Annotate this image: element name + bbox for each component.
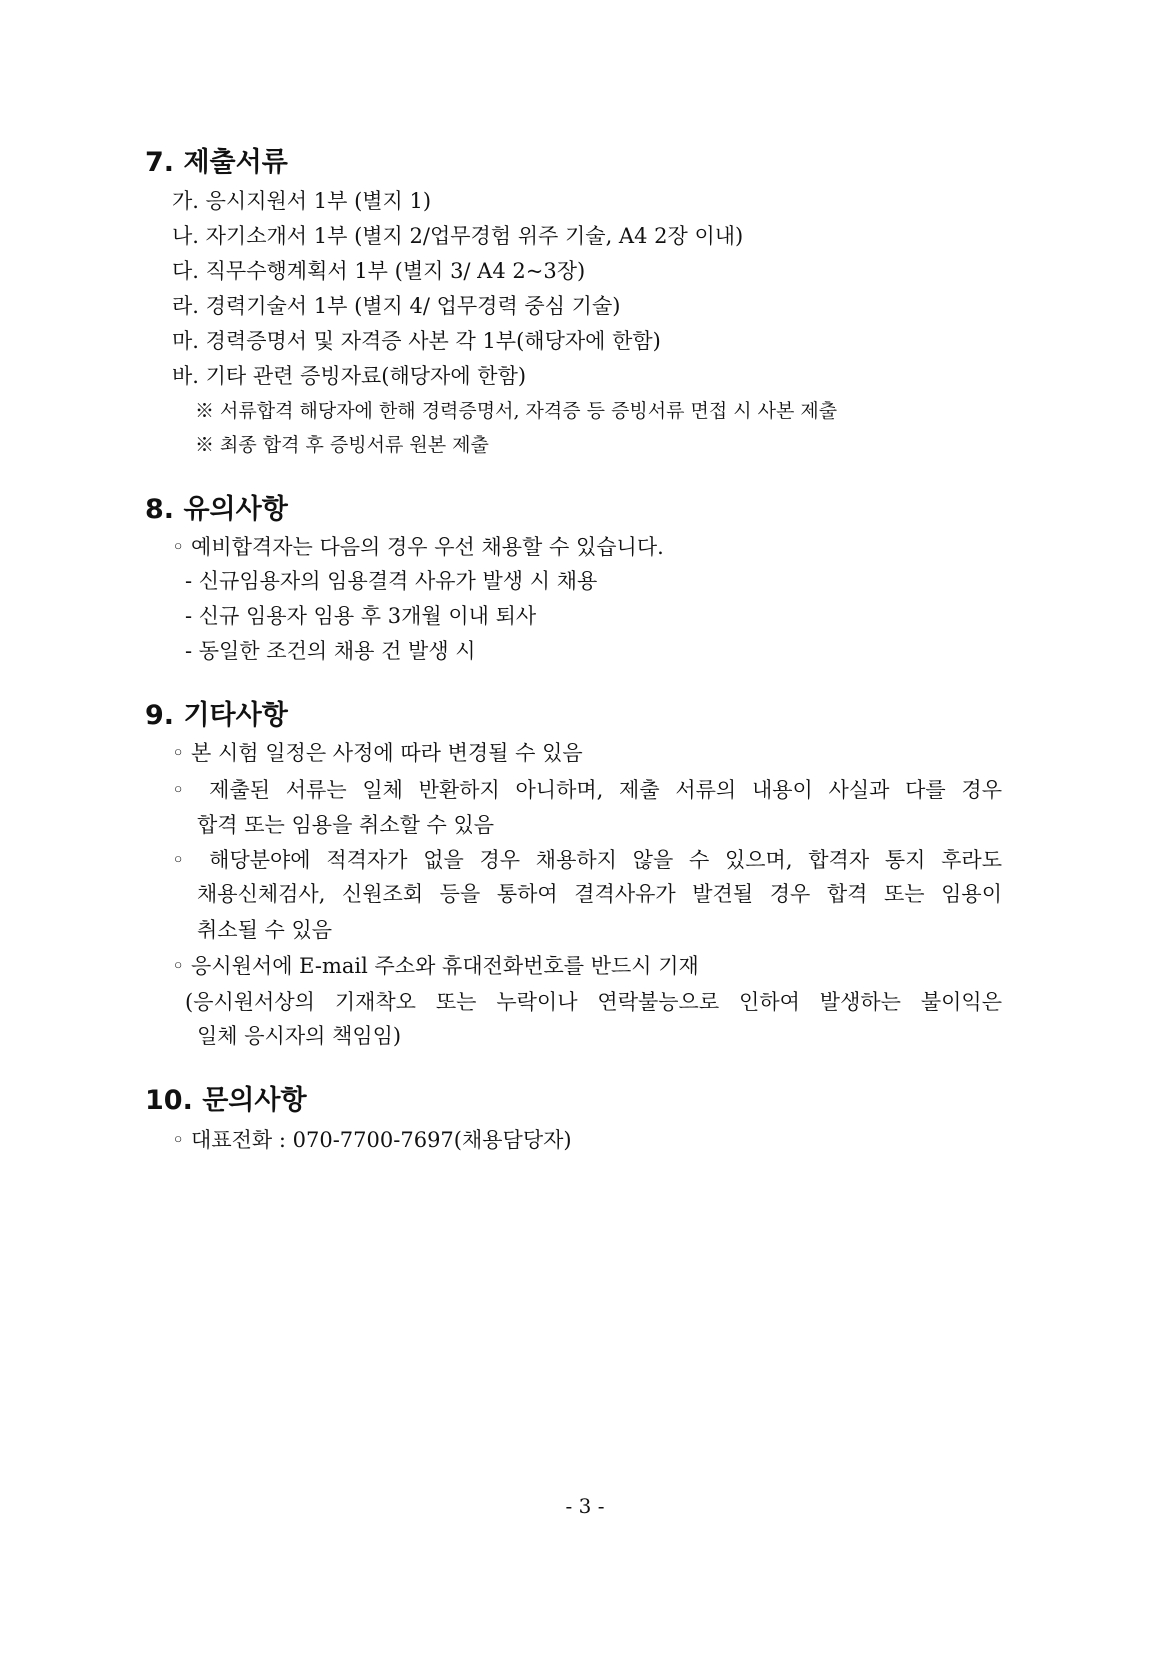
note: ※ 최종 합격 후 증빙서류 원본 제출 bbox=[195, 434, 489, 456]
list-item: - 신규임용자의 임용결격 사유가 발생 시 채용 bbox=[185, 569, 598, 593]
section-heading: 7. 제출서류 bbox=[145, 147, 288, 178]
list-item: 바. 기타 관련 증빙자료(해당자에 한함) bbox=[172, 364, 527, 388]
contact-phone: ◦ 대표전화 : 070-7700-7697(채용담당자) bbox=[172, 1128, 572, 1152]
list-item: 라. 경력기술서 1부 (별지 4/ 업무경력 중심 기술) bbox=[172, 294, 621, 318]
page-number: - 3 - bbox=[565, 1494, 605, 1518]
list-item: - 동일한 조건의 채용 건 발생 시 bbox=[185, 639, 476, 663]
list-item-continuation: 일체 응시자의 책임임) bbox=[197, 1024, 402, 1048]
list-item: 나. 자기소개서 1부 (별지 2/업무경험 위주 기술, A4 2장 이내) bbox=[172, 224, 744, 248]
list-item: ◦ 응시원서에 E-mail 주소와 휴대전화번호를 반드시 기재 bbox=[172, 954, 699, 978]
list-item-continuation: 취소될 수 있음 bbox=[197, 918, 333, 942]
list-item: ◦ 해당분야에 적격자가 없을 경우 채용하지 않을 수 있으며, 합격자 통지 후라도 bbox=[172, 848, 1002, 872]
section-heading: 9. 기타사항 bbox=[145, 700, 288, 731]
list-item-continuation: 합격 또는 임용을 취소할 수 있음 bbox=[197, 813, 495, 837]
list-item: 가. 응시지원서 1부 (별지 1) bbox=[172, 189, 432, 213]
list-item-continuation: 채용신체검사, 신원조회 등을 통하여 결격사유가 발견될 경우 합격 또는 임용이 bbox=[197, 882, 1002, 906]
list-item: - 신규 임용자 임용 후 3개월 이내 퇴사 bbox=[185, 604, 537, 628]
section-heading: 8. 유의사항 bbox=[145, 494, 288, 525]
list-item-continuation: (응시원서상의 기재착오 또는 누락이나 연락불능으로 인하여 발생하는 불이익은 bbox=[185, 990, 1002, 1014]
section-heading: 10. 문의사항 bbox=[145, 1085, 307, 1116]
list-item: ◦ 제출된 서류는 일체 반환하지 아니하며, 제출 서류의 내용이 사실과 다를 경우 bbox=[172, 778, 1002, 802]
list-item: ◦ 예비합격자는 다음의 경우 우선 채용할 수 있습니다. bbox=[172, 535, 664, 559]
list-item: ◦ 본 시험 일정은 사정에 따라 변경될 수 있음 bbox=[172, 741, 583, 765]
list-item: 마. 경력증명서 및 자격증 사본 각 1부(해당자에 한함) bbox=[172, 329, 661, 353]
note: ※ 서류합격 해당자에 한해 경력증명서, 자격증 등 증빙서류 면접 시 사본 제출 bbox=[195, 400, 838, 422]
list-item: 다. 직무수행계획서 1부 (별지 3/ A4 2~3장) bbox=[172, 259, 586, 283]
